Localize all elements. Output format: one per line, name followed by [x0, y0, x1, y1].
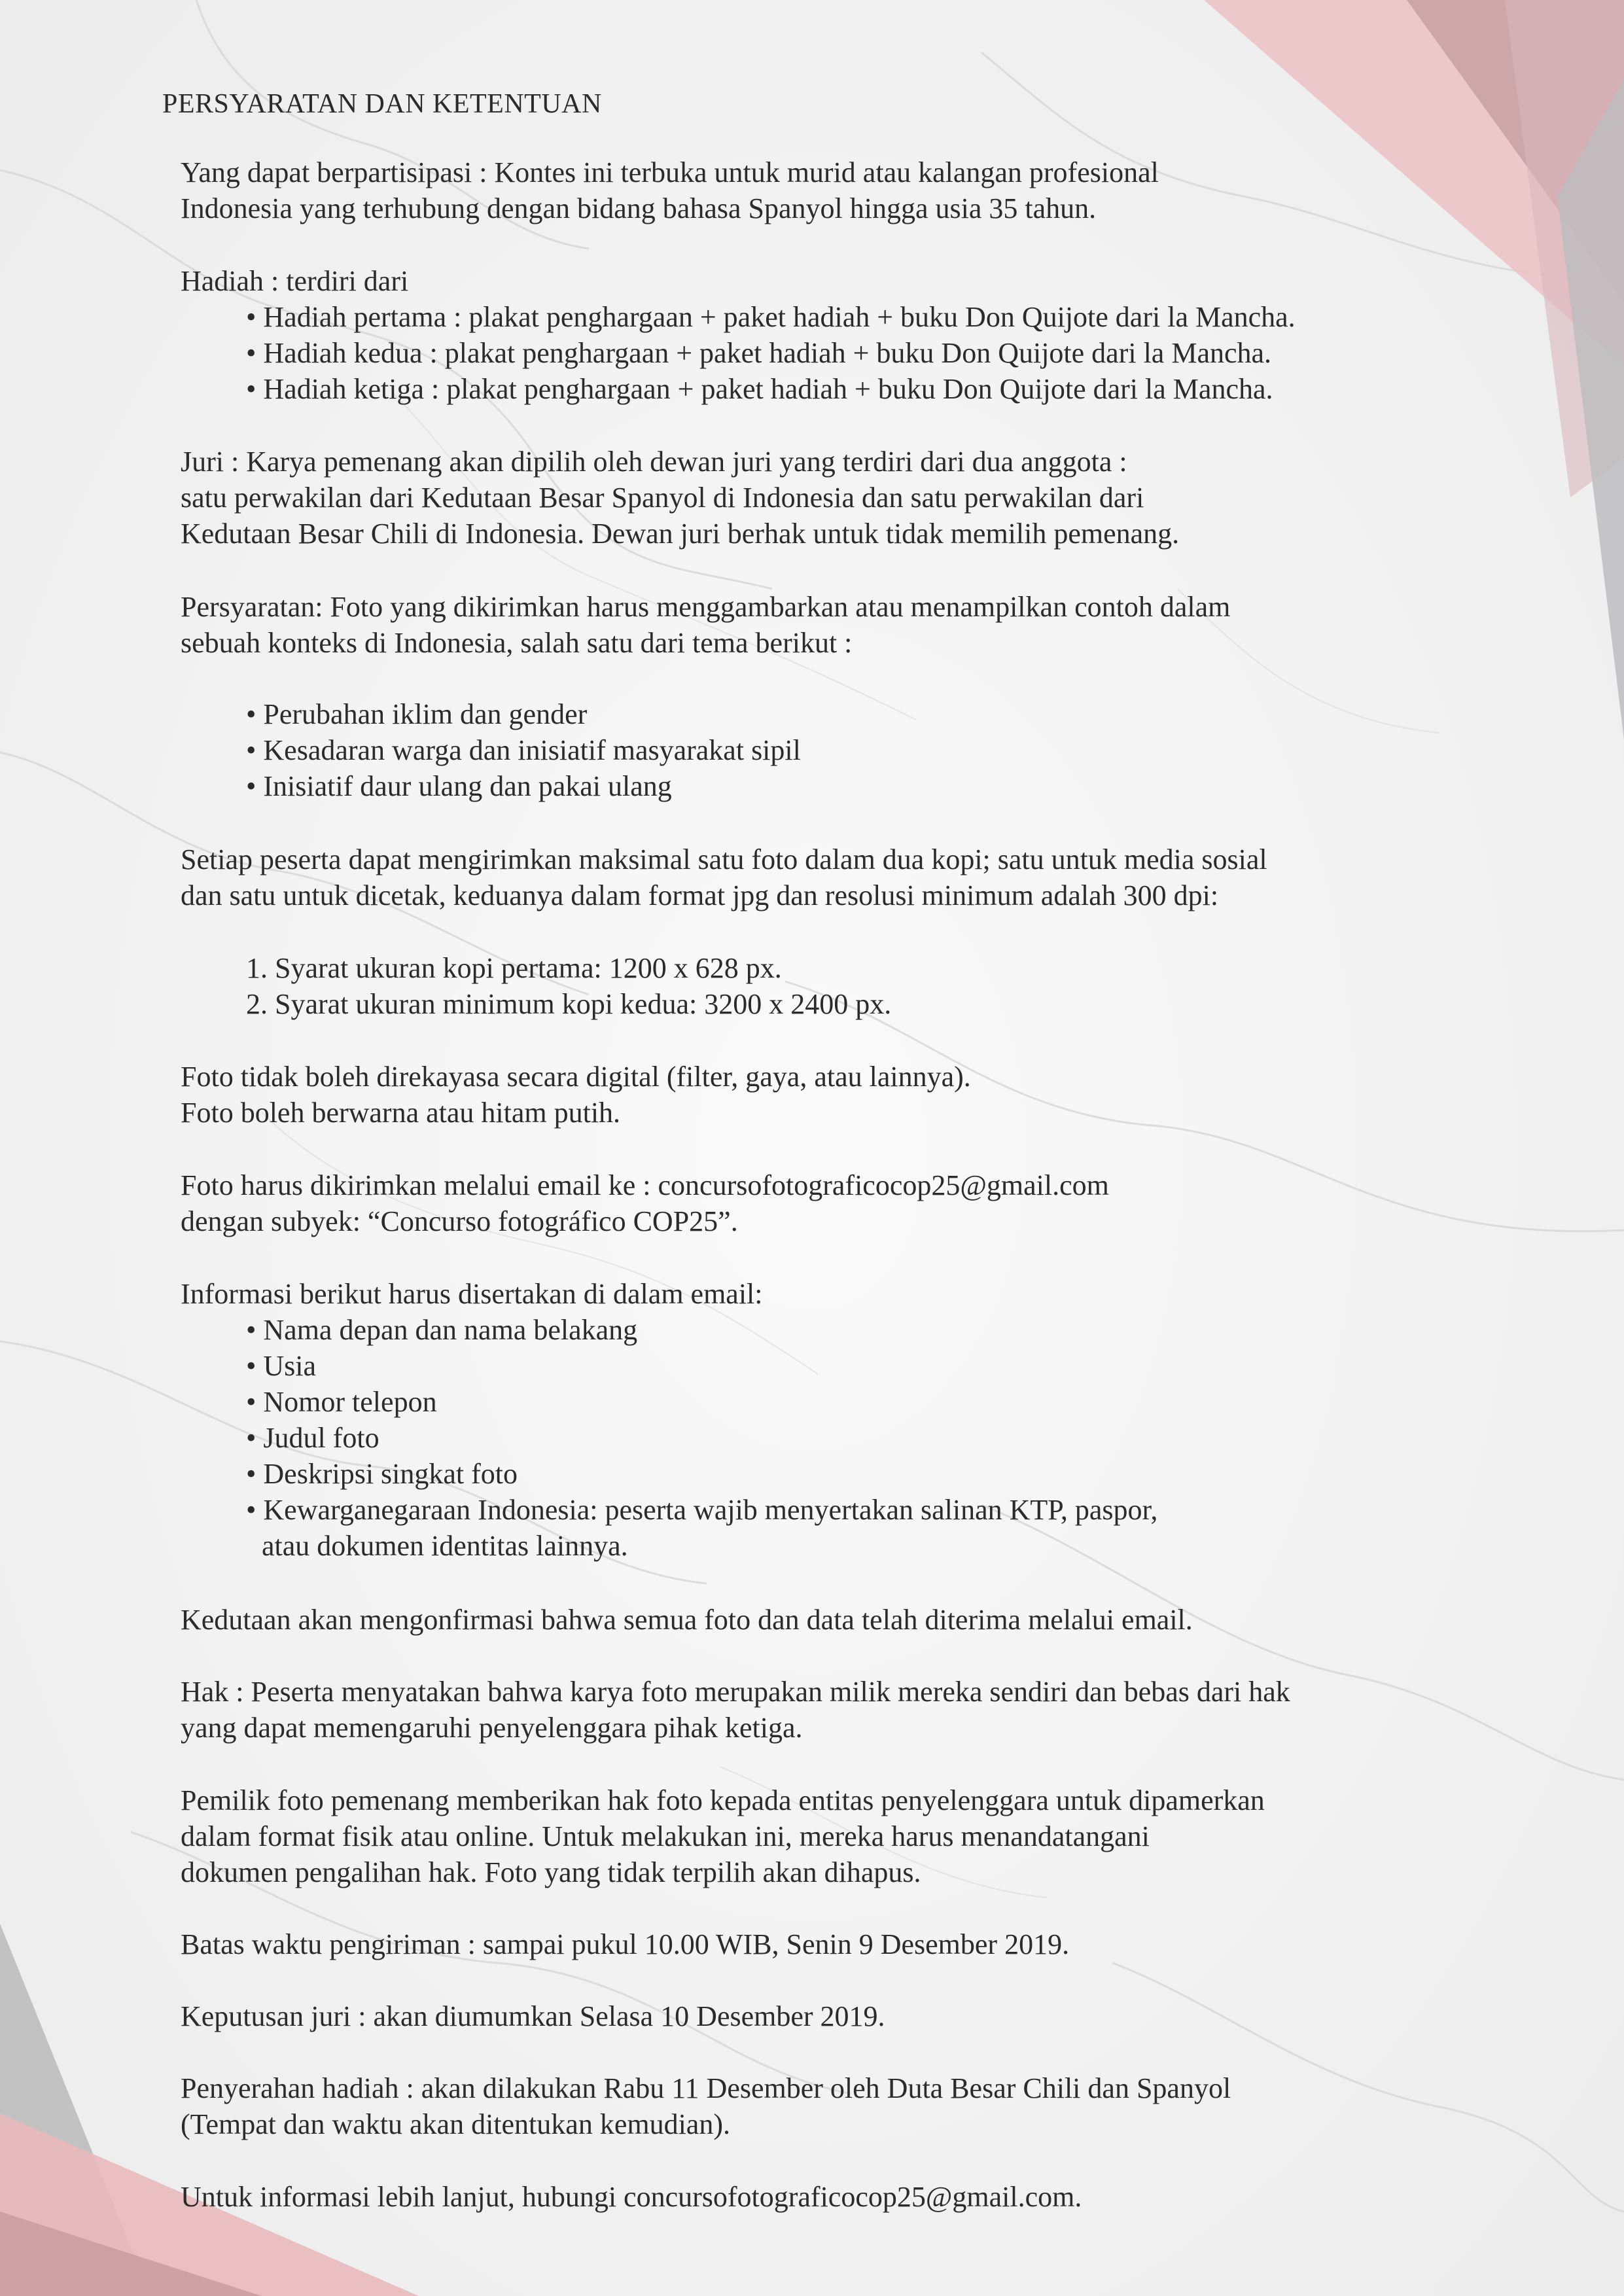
requirements-line: sebuah konteks di Indonesia, salah satu dari tema berikut :: [181, 627, 853, 659]
jury-line: Kedutaan Besar Chili di Indonesia. Dewan juri berhak untuk tidak memilih pemenang.: [181, 518, 1180, 550]
ownership-line: dalam format fisik atau online. Untuk melakukan ini, mereka harus menandatangani: [181, 1820, 1150, 1852]
themes-list: [181, 696, 801, 804]
jury-section: [181, 444, 1179, 552]
theme-item: • Inisiatif daur ulang dan pakai ulang: [246, 770, 672, 802]
prizes-section: [181, 263, 1296, 407]
participants-line: Indonesia yang terhubung dengan bidang bahasa Spanyol hingga usia 35 tahun.: [181, 192, 1097, 224]
confirmation-section: [181, 1602, 1193, 1638]
award-line: Penyerahan hadiah : akan dilakukan Rabu 11 Desember oleh Duta Besar Chili dan Spanyol: [181, 2072, 1231, 2104]
requirements-line: Persyaratan: Foto yang dikirimkan harus menggambarkan atau menampilkan contoh dalam: [181, 591, 1231, 623]
ownership-line: Pemilik foto pemenang memberikan hak foto kepada entitas penyelenggara untuk dipamerkan: [181, 1784, 1265, 1816]
info-item: • Kewarganegaraan Indonesia: peserta wajib menyertakan salinan KTP, paspor,: [246, 1494, 1158, 1526]
theme-item: • Kesadaran warga dan inisiatif masyarakat sipil: [246, 734, 801, 766]
email-section: [181, 1167, 1109, 1239]
size-item: 1. Syarat ukuran kopi pertama: 1200 x 628 px.: [246, 952, 782, 984]
requirements-section: [181, 589, 1230, 661]
page-title: PERSYARATAN DAN KETENTUAN: [162, 89, 602, 119]
confirmation-line: Kedutaan akan mengonfirmasi bahwa semua foto dan data telah diterima melalui email.: [181, 1604, 1193, 1636]
submission-line: dan satu untuk dicetak, keduanya dalam format jpg dan resolusi minimum adalah 300 dpi:: [181, 879, 1219, 911]
info-item-continuation: atau dokumen identitas lainnya.: [262, 1530, 628, 1562]
rights-line: yang dapat memengaruhi penyelenggara pihak ketiga.: [181, 1712, 803, 1744]
editing-line: Foto tidak boleh direkayasa secara digital (filter, gaya, atau lainnya).: [181, 1061, 971, 1093]
prize-item: • Hadiah ketiga : plakat penghargaan + paket hadiah + buku Don Quijote dari la Mancha.: [246, 373, 1273, 405]
award-line: (Tempat dan waktu akan ditentukan kemudian).: [181, 2108, 730, 2140]
decision-section: [181, 1998, 885, 2034]
email-line: Foto harus dikirimkan melalui email ke : concursofotograficocop25@gmail.com: [181, 1169, 1109, 1201]
info-item: • Judul foto: [246, 1422, 380, 1454]
rights-section: [181, 1674, 1290, 1746]
theme-item: • Perubahan iklim dan gender: [246, 698, 588, 730]
email-line: dengan subyek: “Concurso fotográfico COP25”.: [181, 1205, 738, 1237]
prize-item: • Hadiah kedua : plakat penghargaan + paket hadiah + buku Don Quijote dari la Mancha.: [246, 337, 1272, 369]
ownership-section: [181, 1782, 1265, 1890]
participants-line: Yang dapat berpartisipasi : Kontes ini terbuka untuk murid atau kalangan profesional: [181, 156, 1159, 188]
prize-item: • Hadiah pertama : plakat penghargaan + paket hadiah + buku Don Quijote dari la Mancha.: [246, 301, 1296, 333]
submission-section: [181, 841, 1267, 913]
info-section: [181, 1276, 1157, 1564]
rights-line: Hak : Peserta menyatakan bahwa karya foto merupakan milik mereka sendiri dan bebas dari hak: [181, 1676, 1290, 1708]
size-item: 2. Syarat ukuran minimum kopi kedua: 3200 x 2400 px.: [246, 988, 892, 1020]
contact-line: Untuk informasi lebih lanjut, hubungi concursofotograficocop25@gmail.com.: [181, 2181, 1082, 2213]
contact-section: [181, 2179, 1082, 2215]
info-item: • Nama depan dan nama belakang: [246, 1314, 638, 1346]
jury-line: satu perwakilan dari Kedutaan Besar Spanyol di Indonesia dan satu perwakilan dari: [181, 482, 1144, 514]
prizes-heading: Hadiah : terdiri dari: [181, 265, 409, 297]
decision-line: Keputusan juri : akan diumumkan Selasa 10 Desember 2019.: [181, 2000, 885, 2032]
editing-line: Foto boleh berwarna atau hitam putih.: [181, 1097, 621, 1129]
size-list: [181, 950, 891, 1022]
award-section: [181, 2070, 1231, 2142]
info-item: • Nomor telepon: [246, 1386, 437, 1418]
deadline-line: Batas waktu pengiriman : sampai pukul 10.00 WIB, Senin 9 Desember 2019.: [181, 1928, 1070, 1960]
info-item: • Usia: [246, 1350, 317, 1382]
info-item: • Deskripsi singkat foto: [246, 1458, 518, 1490]
ownership-line: dokumen pengalihan hak. Foto yang tidak terpilih akan dihapus.: [181, 1856, 921, 1888]
submission-line: Setiap peserta dapat mengirimkan maksimal satu foto dalam dua kopi; satu untuk media sosial: [181, 843, 1267, 875]
info-heading: Informasi berikut harus disertakan di dalam email:: [181, 1278, 763, 1310]
editing-section: [181, 1059, 971, 1131]
jury-line: Juri : Karya pemenang akan dipilih oleh dewan juri yang terdiri dari dua anggota :: [181, 446, 1127, 478]
participants-section: [181, 154, 1159, 226]
deadline-section: [181, 1926, 1069, 1962]
